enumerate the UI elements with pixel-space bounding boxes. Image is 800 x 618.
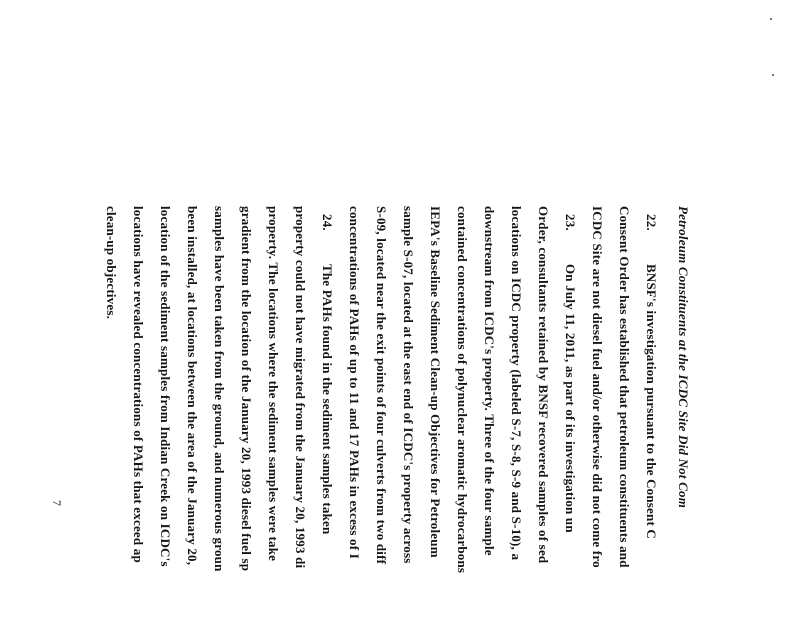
paragraph-line: concentrations of PAHs of up to 11 and 17 PAHs in excess of I xyxy=(347,206,362,559)
paragraph-line: samples have been taken from the ground, and numerous groun xyxy=(212,206,227,572)
paragraph-line: location of the sediment samples from Indian Creek on ICDC's xyxy=(158,206,173,567)
paragraph-line: S-09, located near the exit points of four culverts from two diff xyxy=(374,206,389,565)
section-heading: Petroleum Constituents at the ICDC Site Did Not Com xyxy=(676,206,691,509)
scan-speck xyxy=(772,74,774,76)
paragraph-line: been installed, at locations between the area of the January 20, xyxy=(185,206,200,566)
page-number: 7 xyxy=(50,500,64,506)
paragraph-line: downstream from ICDC's property. Three of the four sample xyxy=(482,206,497,556)
paragraph-line: ICDC Site are not diesel fuel and/or otherwise did not come fro xyxy=(590,206,605,568)
paragraph-line: locations have revealed concentrations of PAHs that exceed ap xyxy=(131,206,146,563)
paragraph-number: 24. xyxy=(320,214,335,231)
paragraph-24-line-1: 24.The PAHs found in the sediment samples taken xyxy=(320,206,334,534)
paragraph-22-line-1: 22.BNSF's investigation pursuant to the Consent C xyxy=(644,206,658,539)
paragraph-line: property. The locations where the sediment samples were take xyxy=(266,206,281,562)
paragraph-number: 22. xyxy=(644,214,659,231)
paragraph-line: Order, consultants retained by BNSF recovered samples of sed xyxy=(536,206,551,564)
paragraph-line: sample S-07, located at the east end of ICDC's property across xyxy=(401,206,416,564)
paragraph-line: property could not have migrated from the January 20, 1993 di xyxy=(293,206,308,569)
paragraph-line: locations on ICDC property (labeled S-7, S-8, S-9 and S-10), a xyxy=(509,206,524,561)
paragraph-23-line-1: 23.On July 11, 2011, as part of its investigation un xyxy=(563,206,577,533)
paragraph-line: IEPA's Baseline Sediment Clean-up Objectives for Petroleum xyxy=(428,206,443,558)
paragraph-line: contained concentrations of polynuclear aromatic hydrocarbons xyxy=(455,206,470,574)
paragraph-line: Consent Order has established that petroleum constituents and xyxy=(617,206,632,568)
paragraph-line: clean-up objectives. xyxy=(104,206,119,320)
scan-speck xyxy=(770,18,772,20)
paragraph-number: 23. xyxy=(563,214,578,231)
paragraph-line: gradient from the location of the January 20, 1993 diesel fuel sp xyxy=(239,206,254,572)
